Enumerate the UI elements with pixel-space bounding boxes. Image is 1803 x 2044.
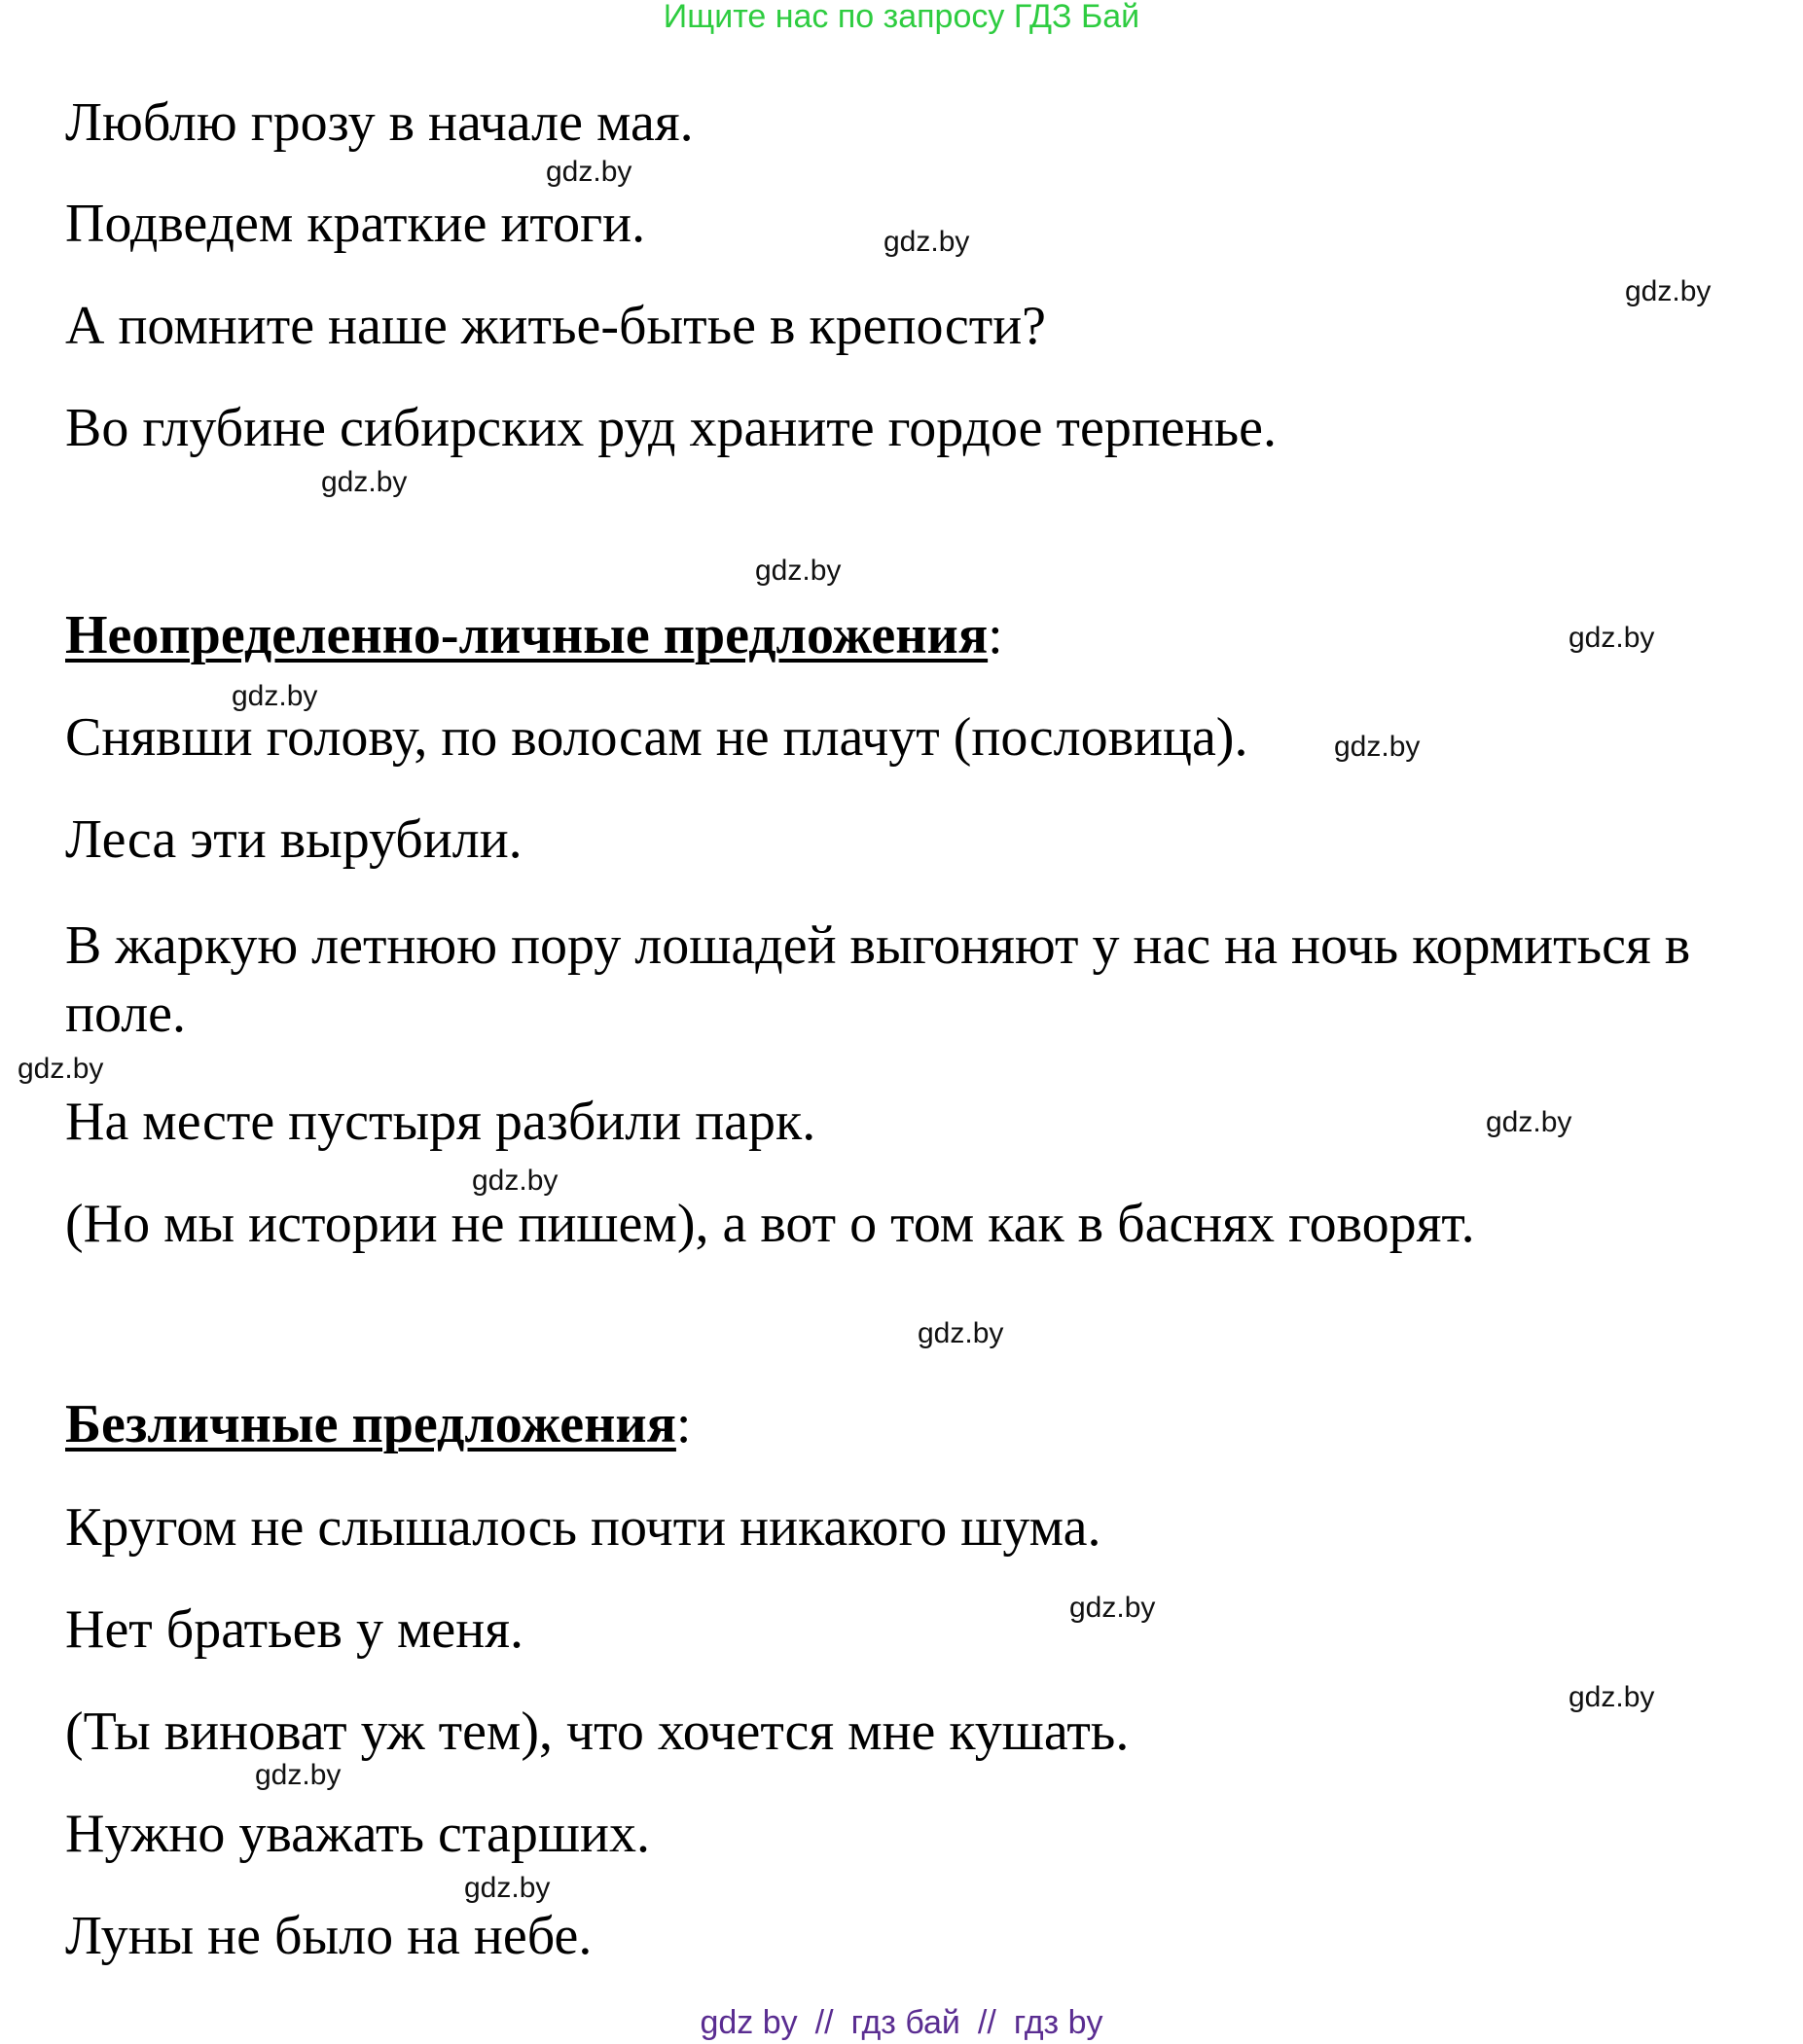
watermark: gdz.by — [18, 1053, 104, 1085]
watermark: gdz.by — [918, 1317, 1004, 1349]
heading-colon: : — [675, 1394, 692, 1454]
heading-indefinite-personal — [65, 601, 1003, 669]
footer-link-gdz-by-alt[interactable]: гдз by — [1013, 2004, 1103, 2041]
watermark: gdz.by — [755, 555, 842, 587]
watermark: gdz.by — [1334, 731, 1421, 763]
footer-separator: // — [977, 2004, 996, 2041]
sentence-1-4: Во глубине сибирских руд храните гордое терпенье. — [65, 398, 1278, 458]
footer — [0, 2006, 1803, 2039]
sentence-3-4: Нужно уважать старших. — [65, 1804, 650, 1864]
watermark: gdz.by — [1069, 1592, 1156, 1624]
watermark: gdz.by — [1569, 1681, 1655, 1713]
sentence-2-1: Снявши голову, по волосам не плачут (пословица). — [65, 707, 1248, 768]
sentence-2-5: (Но мы истории не пишем), а вот о том как в баснях говорят. — [65, 1194, 1475, 1254]
heading-impersonal — [65, 1390, 691, 1458]
sentence-1-1: Люблю грозу в начале мая. — [65, 92, 694, 153]
watermark: gdz.by — [464, 1872, 551, 1904]
watermark: gdz.by — [883, 226, 970, 258]
heading-impersonal-text: Безличные предложения — [65, 1394, 676, 1454]
sentence-2-2: Леса эти вырубили. — [65, 809, 523, 870]
sentence-3-2: Нет братьев у меня. — [65, 1599, 523, 1660]
watermark: gdz.by — [1625, 275, 1712, 307]
footer-link-gdz-bai[interactable]: гдз бай — [850, 2004, 960, 2041]
sentence-1-2: Подведем краткие итоги. — [65, 194, 646, 254]
watermark: gdz.by — [546, 156, 632, 188]
top-banner: Ищите нас по запросу ГДЗ Бай — [663, 0, 1140, 35]
watermark: gdz.by — [321, 466, 408, 498]
watermark: gdz.by — [232, 680, 318, 712]
sentence-2-4: На месте пустыря разбили парк. — [65, 1092, 816, 1152]
heading-colon: : — [988, 605, 1003, 665]
heading-indefinite-personal-text: Неопределенно-личные предложения — [65, 605, 989, 665]
sentence-3-5: Луны не было на небе. — [65, 1906, 593, 1966]
footer-separator: // — [814, 2004, 834, 2041]
sentence-3-1: Кругом не слышалось почти никакого шума. — [65, 1497, 1101, 1558]
watermark: gdz.by — [472, 1165, 559, 1197]
sentence-2-3: В жаркую летнюю пору лошадей выгоняют у нас на ночь кормиться в поле. — [65, 915, 1691, 1044]
sentence-1-3: А помните наше житье-бытье в крепости? — [65, 296, 1047, 356]
watermark: gdz.by — [1486, 1106, 1572, 1138]
sentence-3-3: (Ты виноват уж тем), что хочется мне кушать. — [65, 1702, 1130, 1762]
watermark: gdz.by — [1569, 622, 1655, 654]
footer-link-gdz-by[interactable]: gdz by — [700, 2004, 798, 2041]
watermark: gdz.by — [255, 1759, 342, 1791]
